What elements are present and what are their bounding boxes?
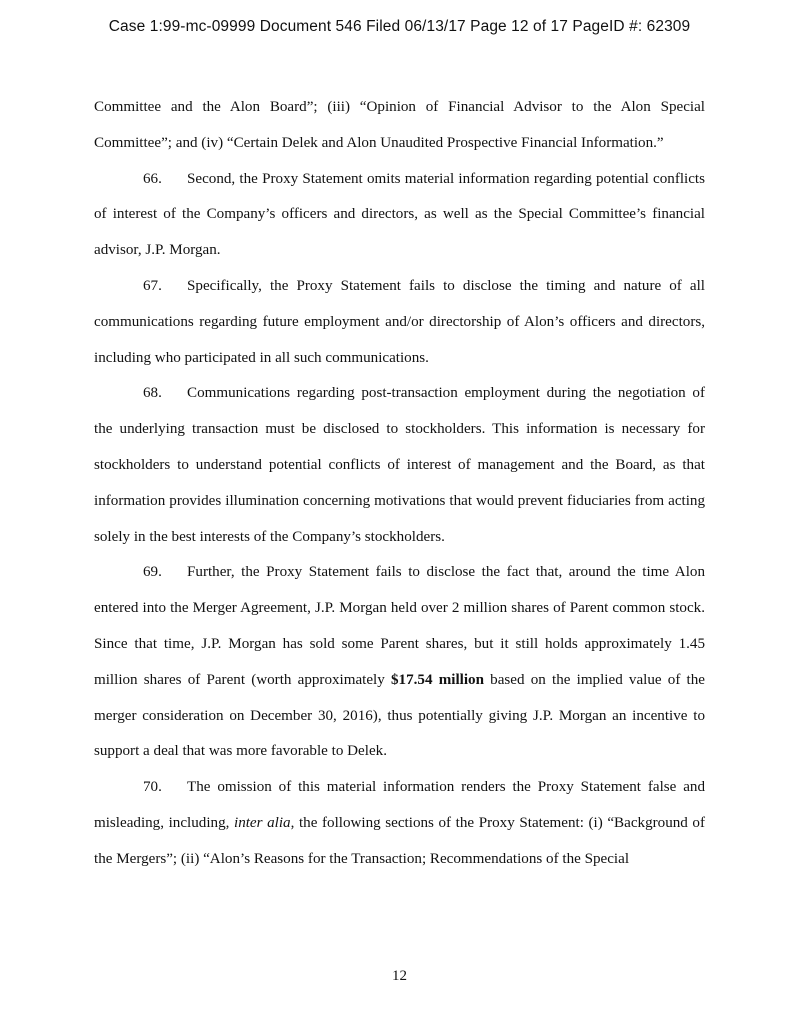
paragraph-text-continued: based on the implied value of the merger consideration on December 30, 2016), thus potentially giving J.P. Morgan an incentive to support a deal that was more favorable to Delek. bbox=[94, 671, 705, 760]
paragraph-text: Further, the Proxy Statement fails to disclose the fact that, around the time Alon entered into the Merger Agreement, J.P. Morgan held over 2 million shares of Parent common stock. Since that time, J.P. Morgan has sold some Parent shares, but it still holds approximately 1.45 million shares of Parent (worth approximately bbox=[94, 564, 705, 688]
paragraph-number: 67. bbox=[143, 277, 162, 294]
bold-amount: $17.54 million bbox=[391, 671, 484, 688]
paragraph-text: Second, the Proxy Statement omits material information regarding potential conflicts of interest of the Company’s officers and directors, as well as the Special Committee’s financial advisor, J.P. Morgan. bbox=[94, 170, 705, 259]
document-body bbox=[94, 90, 705, 878]
case-header: Case 1:99-mc-09999 Document 546 Filed 06/13/17 Page 12 of 17 PageID #: 62309 bbox=[108, 18, 691, 35]
paragraph-68 bbox=[94, 376, 705, 555]
italic-phrase: inter alia bbox=[234, 814, 291, 831]
paragraph-text-continued: , the following sections of the Proxy Statement: (i) “Background of the Mergers”; (ii) “Alon’s Reasons for the Transaction; Recommendations of the Special bbox=[94, 814, 706, 867]
paragraph-number: 69. bbox=[143, 564, 162, 581]
paragraph-69 bbox=[94, 555, 705, 770]
paragraph-text: The omission of this material information renders the Proxy Statement false and misleading, including, bbox=[94, 779, 705, 831]
paragraph-number: 68. bbox=[143, 385, 162, 402]
page-number: 12 bbox=[392, 968, 407, 984]
paragraph-66 bbox=[94, 162, 705, 269]
paragraph-number: 66. bbox=[143, 170, 162, 187]
paragraph-text: Specifically, the Proxy Statement fails to disclose the timing and nature of all communications regarding future employment and/or directorship of Alon’s officers and directors, including who participated in all such communications. bbox=[94, 277, 705, 366]
paragraph-text: Communications regarding post-transaction employment during the negotiation of the underlying transaction must be disclosed to stockholders. This information is necessary for stockholders to understand potential conflicts of interest of management and the Board, as that information provides illumination concerning motivations that would prevent fiduciaries from acting solely in the best interests of the Company’s stockholders. bbox=[94, 385, 705, 545]
paragraph-number: 70. bbox=[143, 779, 162, 796]
paragraph-67 bbox=[94, 269, 705, 376]
continuation-paragraph: Committee and the Alon Board”; (iii) “Opinion of Financial Advisor to the Alon Special Committee”; and (iv) “Certain Delek and Alon Unaudited Prospective Financial Information.” bbox=[94, 99, 705, 151]
paragraph-70 bbox=[94, 770, 705, 877]
